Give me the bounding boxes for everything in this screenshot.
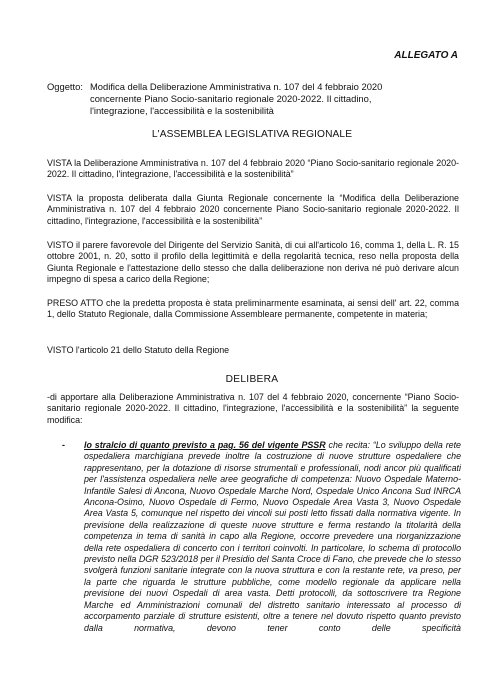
- bullet-dash: -: [62, 440, 65, 450]
- bullet-stralcio-heading: lo stralcio di quanto previsto a pag. 56 del vigente PSSR: [84, 440, 326, 450]
- bullet-text: [84, 440, 461, 634]
- paragraph-visto-statuto: VISTO l'articolo 21 dello Statuto della Regione: [47, 345, 230, 355]
- modifica-bullet: [47, 440, 461, 634]
- oggetto-line-3: l'integrazione, l'accessibilità e la sostenibilità: [90, 105, 274, 116]
- paragraph-vista-deliberazione: VISTA la Deliberazione Amministrativa n. 107 del 4 febbraio 2020 “Piano Socio-sanitario regionale 2020-2022. Il cittadino, l'integrazione, l'accessibilità e la sostenibilità”: [47, 158, 459, 180]
- bullet-body: che recita: “Lo sviluppo della rete ospedaliera marchigiana prevede inoltre la costruzione di nuove strutture ospedaliere che rappresentano, per la dotazione di risorse strumentali e professionali, nodi ancor più qualificati per l'assistenza ospedaliera nelle aree geografiche di competenza: Nuovo Ospedale Materno-Infantile Salesi di Ancona, Nuovo Ospedale Marche Nord, Ospedale Unico Ancona Sud INRCA Ancona-Osimo, Nuovo Ospedale di Fermo, Nuovo Ospedale Area Vasta 3, Nuovo Ospedale Area Vasta 5, comunque nel rispetto dei vincoli sui posti letto fissati dalla normativa vigente. In previsione della realizzazione di queste nuove strutture e ferma restando la titolarità della competenza in tema di sanità in capo alla Regione, occorre prevedere una riorganizzazione della rete ospedaliera di concerto con i territori coinvolti. In particolare, lo schema di protocollo previsto nella DGR 523/2018 per il Presidio del Santa Croce di Fano, che prevede che lo stesso svolgerà funzioni sanitarie integrate con la nuova struttura e con la restante rete, va preso, per la parte che riguarda le strutture pubbliche, come modello regionale da applicare nella previsione dei nuovi Ospedali di area vasta. Detti protocolli, da sottoscrivere tra Regione Marche ed Amministrazioni comunali del distretto sanitario interessato al processo di accorpamento parziale di strutture esistenti, oltre a tenere nel dovuto rispetto quanto previsto dalla normativa, devono tener conto delle specificità: [84, 440, 461, 633]
- oggetto-block: [47, 81, 467, 117]
- oggetto-label: Oggetto:: [47, 81, 83, 92]
- assemblea-heading: L'ASSEMBLEA LEGISLATIVA REGIONALE: [151, 129, 353, 140]
- paragraph-visto-parere: VISTO il parere favorevole del Dirigente del Servizio Sanità, di cui all'articolo 16, comma 1, della L. R. 15 ottobre 2001, n. 20, sotto il profilo della legittimità e della regolarità tecnica, reso nella proposta della Giunta Regionale e l'attestazione dello stesso che dalla deliberazione non deriva né può derivare alcun impegno di spesa a carico della Regione;: [47, 240, 459, 285]
- paragraph-vista-proposta: VISTA la proposta deliberata dalla Giunta Regionale concernente la “Modifica della Deliberazione Amministrativa n. 107 del 4 febbraio 2020 concernente Piano Socio-sanitario regionale 2020-2022. Il cittadino, l'integrazione, l'accessibilità e la sostenibilità”: [47, 193, 459, 226]
- oggetto-line-2: concernente Piano Socio-sanitario regionale 2020-2022. Il cittadino,: [90, 93, 372, 104]
- paragraph-preso-atto: PRESO ATTO che la predetta proposta è stata preliminarmente esaminata, ai sensi dell' art. 22, comma 1, dello Statuto Regionale, dalla Commissione Assembleare permanente, competente in materia;: [47, 298, 459, 320]
- delibera-heading: DELIBERA: [225, 374, 279, 385]
- oggetto-line-1: Modifica della Deliberazione Amministrativa n. 107 del 4 febbraio 2020: [90, 81, 383, 92]
- paragraph-apportare: -di apportare alla Deliberazione Amministrativa n. 107 del 4 febbraio 2020, concernente “Piano Socio-sanitario regionale 2020-2022. Il cittadino, l'integrazione, l'accessibilità e la sostenibilità” la seguente modifica:: [47, 392, 459, 425]
- allegato-label: ALLEGATO A: [394, 50, 458, 61]
